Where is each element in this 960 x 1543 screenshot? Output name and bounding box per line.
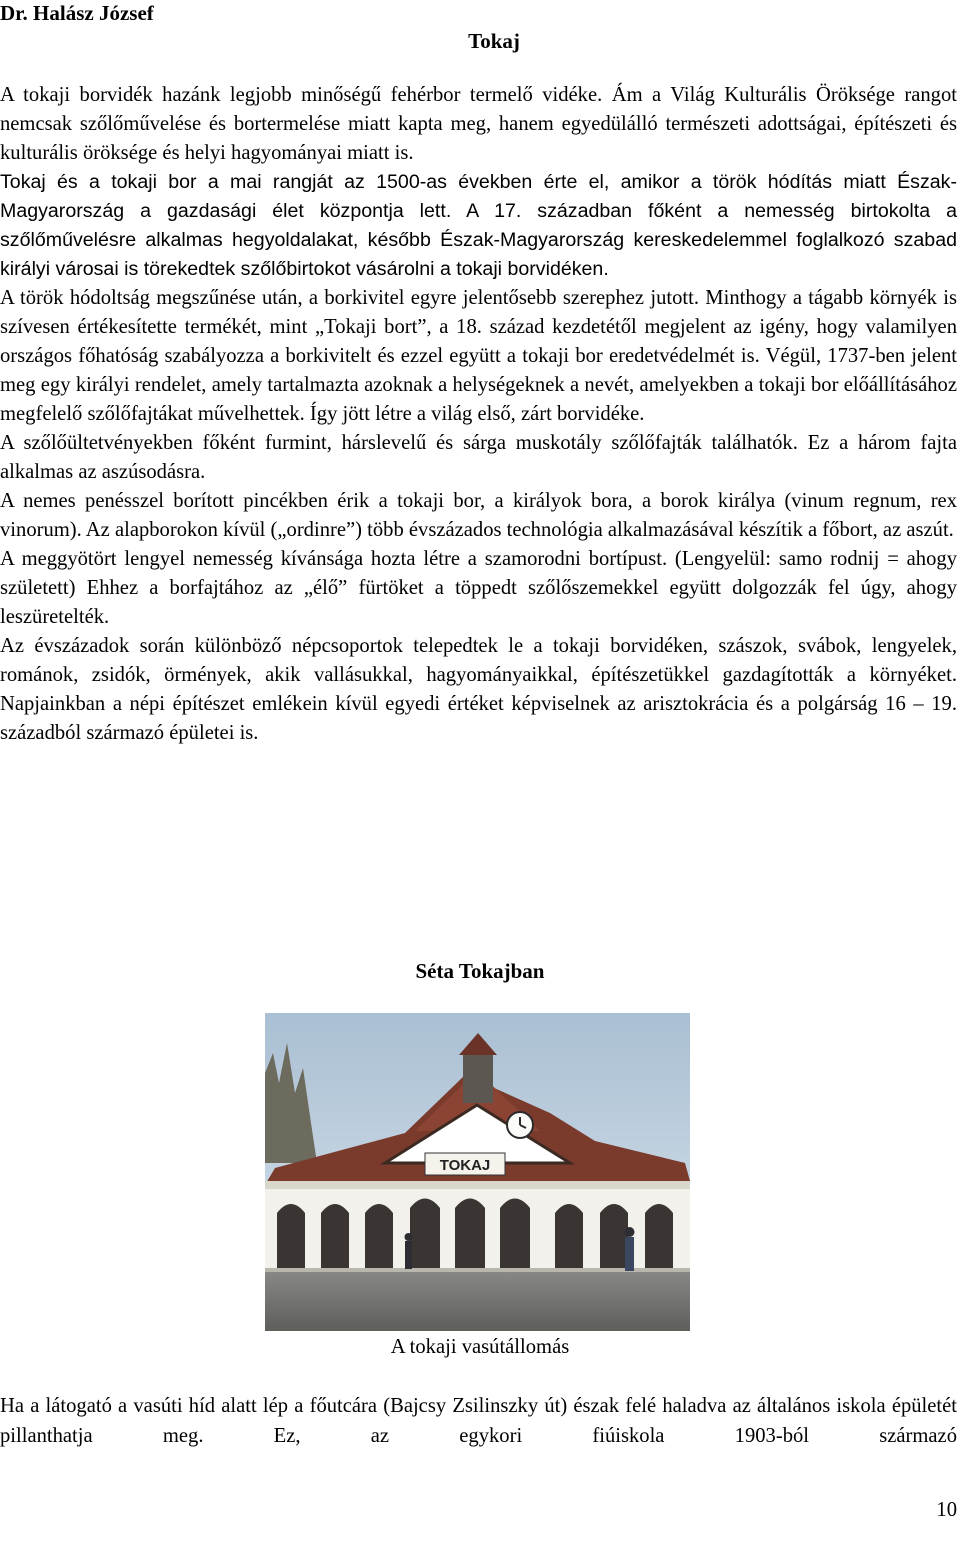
paragraph: A meggyötört lengyel nemesség kívánsága hozta létre a szamorodni bortípust. (Lengyelül: samo rodnij = ahogy született) Ehhez a borfajtához az „élő” fürtöket a töppedt szőlőszemekkel együtt dolgozzák fel úgy, ahogy leszüretelték.: [0, 548, 957, 628]
photo-caption: A tokaji vasútállomás: [390, 1336, 570, 1358]
paragraph: A szőlőültetvényekben főként furmint, hárslevelű és sárga muskotály szőlőfajták találhatók. Ez a három fajta alkalmas az aszúsodásra.: [0, 432, 957, 483]
platform: [265, 1268, 690, 1331]
paragraph: A nemes penésszel borított pincékben érik a tokaji bor, a királyok bora, a borok királya (vinum regnum, rex vinorum). Az alapborokon kívül („ordinre”) több évszázados technológia alkalmazásával készítik a főbort, az aszút.: [0, 490, 957, 541]
clock-icon: [507, 1112, 533, 1138]
continued-text: [0, 1391, 957, 1451]
section-title: Séta Tokajban: [415, 959, 545, 983]
author-name: Dr. Halász József: [0, 1, 154, 25]
paragraph: A tokaji borvidék hazánk legjobb minőségű fehérbor termelő vidéke. Ám a Világ Kulturális Öröksége rangot nemcsak szőlőművelése és bortermelése miatt kapta meg, hanem egyedülálló természeti adottságai, építészeti és kulturális öröksége és helyi hagyományai miatt is.: [0, 84, 957, 164]
page-number: 10: [936, 1499, 957, 1521]
station-photo: [265, 1013, 690, 1331]
station-windows: [277, 1199, 673, 1269]
station-illustration: [265, 1013, 690, 1331]
paragraph: Ha a látogató a vasúti híd alatt lép a főutcára (Bajcsy Zsilinszky út) észak felé haladva az általános iskola épületét pillanthatja meg. Ez, az egykori fiúiskola 1903-ból származó: [0, 1395, 957, 1447]
station-sign: TOKAJ: [439, 1157, 491, 1174]
paragraph: Tokaj és a tokaji bor a mai rangját az 1500-as években érte el, amikor a török hódítás miatt Észak-Magyarország a gazdasági élet központja lett. A 17. században főként a nemesség birtokolta a szőlőművelésre alkalmas hegyoldalakat, később Észak-Magyarország kereskedelemmel foglalkozó szabad királyi városai is törekedtek szőlőbirtokot vásárolni a tokaji borvidéken.: [0, 171, 957, 280]
paragraph: A török hódoltság megszűnése után, a borkivitel egyre jelentősebb szerephez jutott. Minthogy a tágabb környék is szívesen értékesítette termékét, mint „Tokaji bort”, a 18. század kezdetétől megjelent az igény, hogy valamilyen országos főhatóság szabályozza a borkivitelt és ezzel együtt a tokaji bor eredetvédelmét is. Végül, 1737-ben jelent meg egy királyi rendelet, amely tartalmazta azoknak a helységeknek a nevét, amelyekben a tokaji bor előállításához megfelelő szőlőfajtákat művelhettek. Így jött létre a világ első, zárt borvidéke.: [0, 287, 957, 425]
main-text: [0, 81, 957, 748]
page-title: Tokaj: [468, 29, 520, 53]
paragraph: Az évszázadok során különböző népcsoportok telepedtek le a tokaji borvidéken, szászok, svábok, lengyelek, románok, zsidók, örmények, akik vallásukkal, hagyományaikkal, építészetükkel gazdagították a környéket. Napjainkban a népi építészet emlékein kívül egyedi értéket képviselnek az arisztokrácia és a polgárság 16 – 19. századból származó épületei is.: [0, 635, 957, 744]
